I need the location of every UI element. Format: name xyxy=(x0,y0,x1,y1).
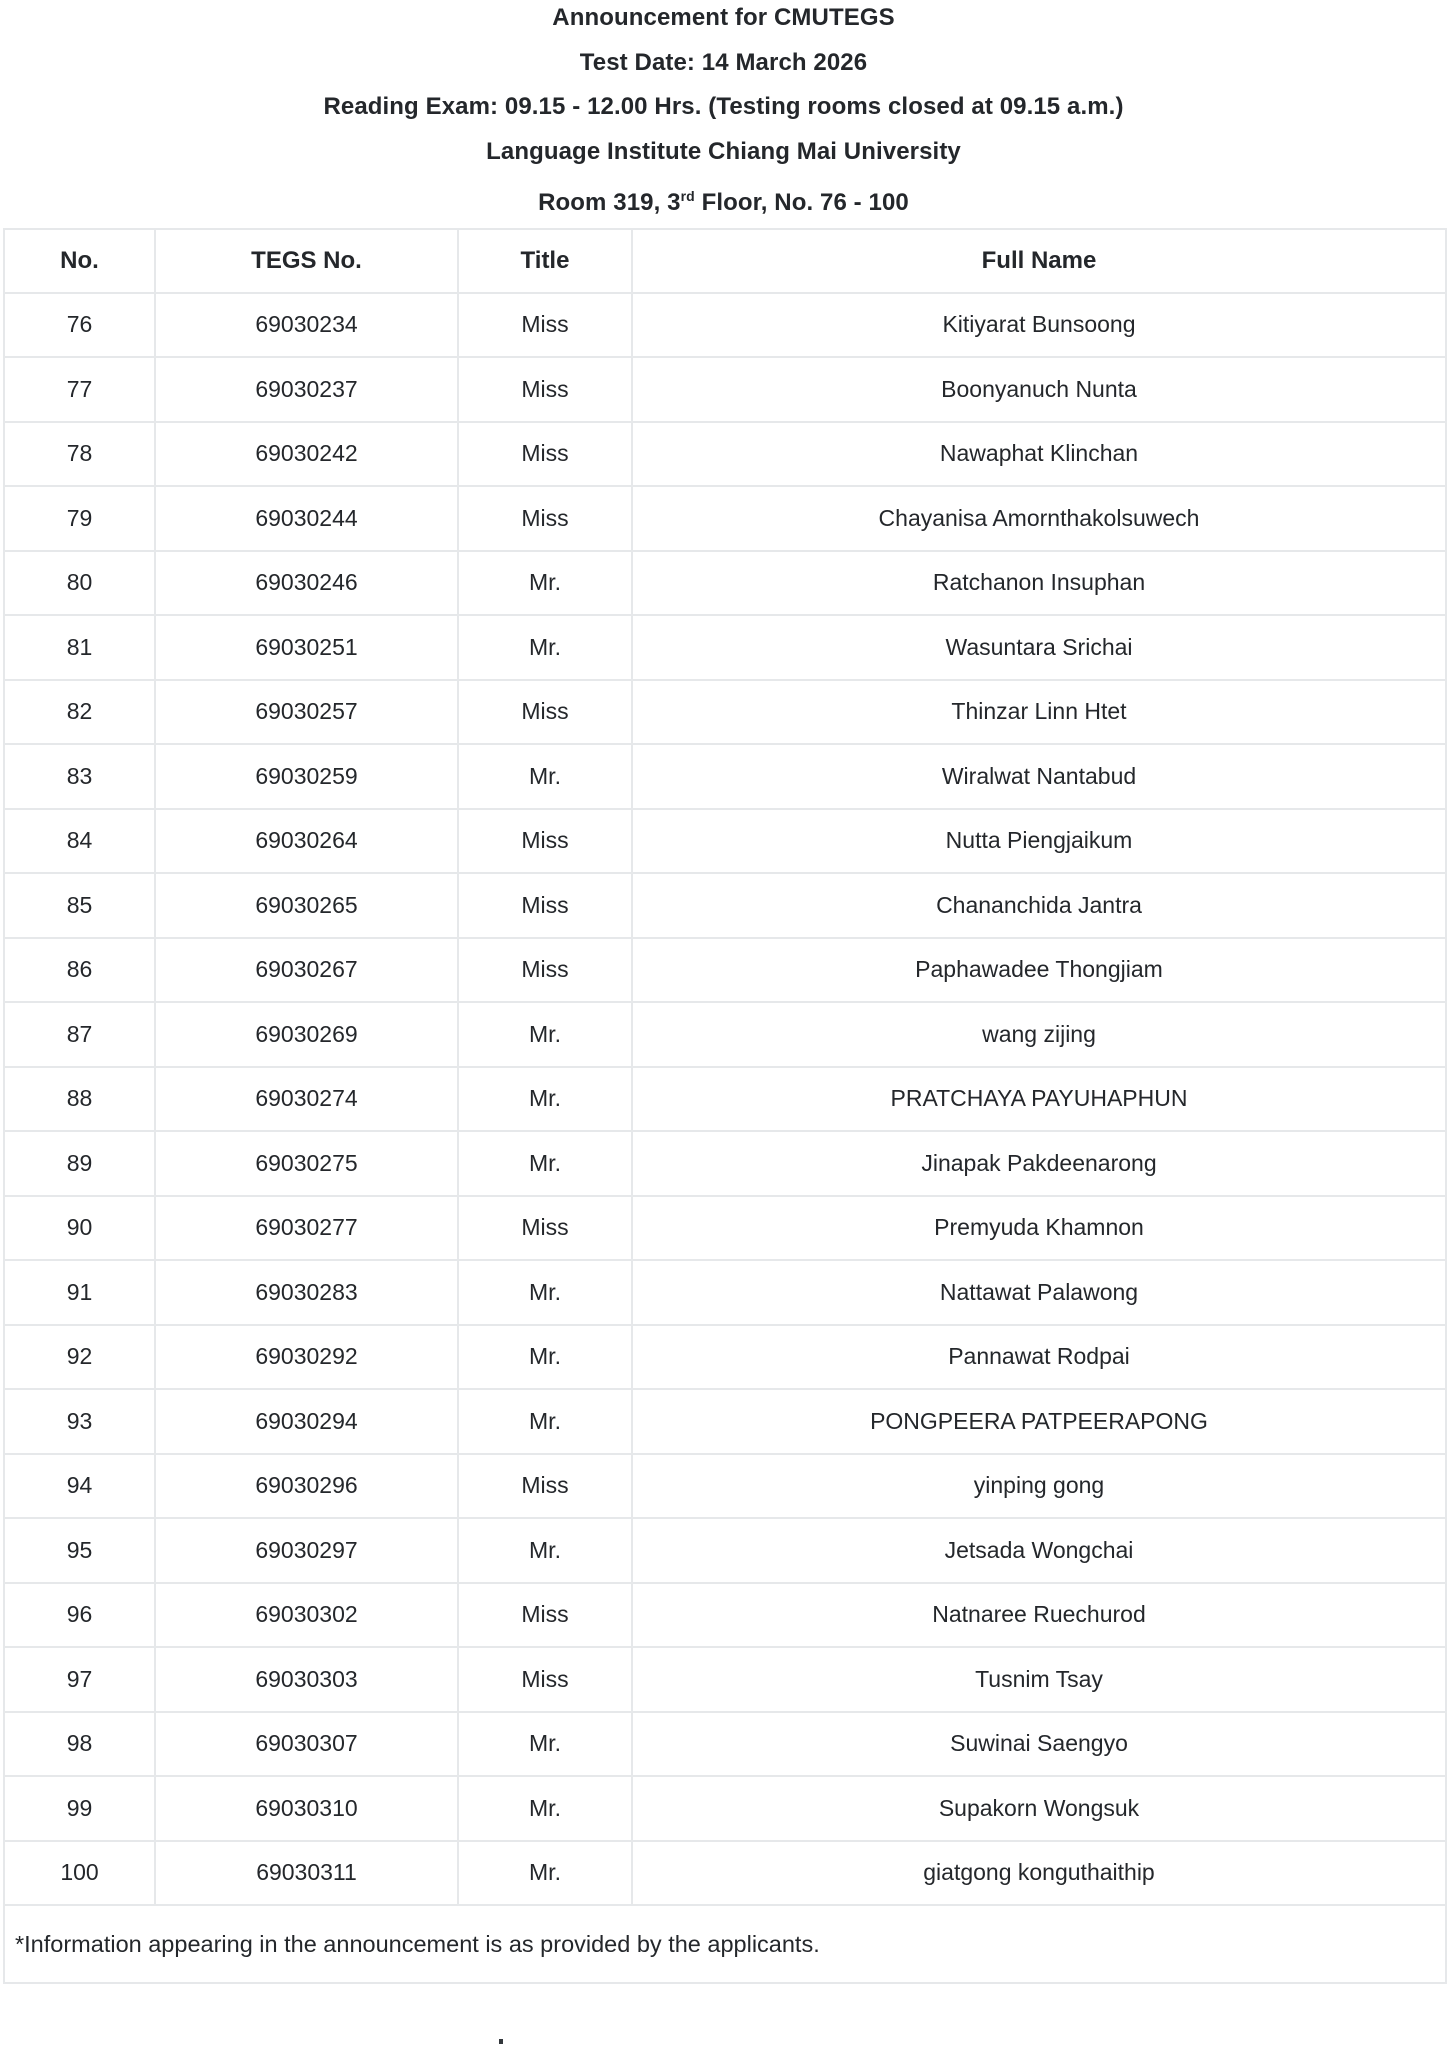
title-cell: Miss xyxy=(458,357,632,422)
title-cell: Miss xyxy=(458,1196,632,1261)
table-row xyxy=(4,1647,1446,1712)
table-row xyxy=(4,551,1446,616)
tegs-no-cell: 69030307 xyxy=(155,1712,458,1777)
no-cell: 87 xyxy=(4,1002,155,1067)
tegs-no-cell: 69030246 xyxy=(155,551,458,616)
table-row xyxy=(4,938,1446,1003)
tegs-no-cell: 69030303 xyxy=(155,1647,458,1712)
no-cell: 76 xyxy=(4,293,155,358)
no-cell: 85 xyxy=(4,873,155,938)
full-name-cell: Chayanisa Amornthakolsuwech xyxy=(632,486,1446,551)
full-name-cell: Nattawat Palawong xyxy=(632,1260,1446,1325)
table-row xyxy=(4,1389,1446,1454)
full-name-cell: Suwinai Saengyo xyxy=(632,1712,1446,1777)
full-name-cell: PRATCHAYA PAYUHAPHUN xyxy=(632,1067,1446,1132)
tegs-no-cell: 69030294 xyxy=(155,1389,458,1454)
room-line-suffix: Floor, No. 76 - 100 xyxy=(694,189,909,216)
no-cell: 90 xyxy=(4,1196,155,1261)
title-cell: Miss xyxy=(458,680,632,745)
cropped-text-remnant-bottom xyxy=(499,2039,503,2044)
tegs-no-cell: 69030277 xyxy=(155,1196,458,1261)
full-name-cell: Supakorn Wongsuk xyxy=(632,1776,1446,1841)
footnote-row xyxy=(4,1905,1446,1983)
room-line xyxy=(0,174,1447,219)
full-name-cell: Wasuntara Srichai xyxy=(632,615,1446,680)
title-cell: Miss xyxy=(458,1583,632,1648)
tegs-no-cell: 69030297 xyxy=(155,1518,458,1583)
full-name-cell: Jetsada Wongchai xyxy=(632,1518,1446,1583)
no-cell: 82 xyxy=(4,680,155,745)
full-name-cell: Tusnim Tsay xyxy=(632,1647,1446,1712)
no-cell: 93 xyxy=(4,1389,155,1454)
table-row xyxy=(4,615,1446,680)
title-cell: Mr. xyxy=(458,1841,632,1906)
no-cell: 92 xyxy=(4,1325,155,1390)
table-row xyxy=(4,1131,1446,1196)
full-name-cell: Premyuda Khamnon xyxy=(632,1196,1446,1261)
no-cell: 83 xyxy=(4,744,155,809)
full-name-cell: Natnaree Ruechurod xyxy=(632,1583,1446,1648)
full-name-cell: Wiralwat Nantabud xyxy=(632,744,1446,809)
table-row xyxy=(4,1260,1446,1325)
title-cell: Mr. xyxy=(458,1067,632,1132)
no-cell: 91 xyxy=(4,1260,155,1325)
full-name-cell: Paphawadee Thongjiam xyxy=(632,938,1446,1003)
column-header-no: No. xyxy=(4,229,155,293)
tegs-no-cell: 69030264 xyxy=(155,809,458,874)
table-row xyxy=(4,809,1446,874)
title-cell: Miss xyxy=(458,1647,632,1712)
no-cell: 80 xyxy=(4,551,155,616)
tegs-no-cell: 69030310 xyxy=(155,1776,458,1841)
no-cell: 79 xyxy=(4,486,155,551)
table-row xyxy=(4,357,1446,422)
tegs-no-cell: 69030283 xyxy=(155,1260,458,1325)
table-row xyxy=(4,1325,1446,1390)
cropped-text-remnant-top xyxy=(0,0,1447,1)
title-cell: Mr. xyxy=(458,1518,632,1583)
full-name-cell: wang zijing xyxy=(632,1002,1446,1067)
table-header-row xyxy=(4,229,1446,293)
tegs-no-cell: 69030257 xyxy=(155,680,458,745)
no-cell: 94 xyxy=(4,1454,155,1519)
title-cell: Miss xyxy=(458,873,632,938)
title-cell: Mr. xyxy=(458,1002,632,1067)
full-name-cell: Pannawat Rodpai xyxy=(632,1325,1446,1390)
column-header-title: Title xyxy=(458,229,632,293)
title-cell: Miss xyxy=(458,1454,632,1519)
table-row xyxy=(4,1712,1446,1777)
full-name-cell: Kitiyarat Bunsoong xyxy=(632,293,1446,358)
full-name-cell: Boonyanuch Nunta xyxy=(632,357,1446,422)
tegs-no-cell: 69030242 xyxy=(155,422,458,487)
full-name-cell: PONGPEERA PATPEERAPONG xyxy=(632,1389,1446,1454)
no-cell: 78 xyxy=(4,422,155,487)
title-cell: Mr. xyxy=(458,1260,632,1325)
tegs-no-cell: 69030265 xyxy=(155,873,458,938)
full-name-cell: Chananchida Jantra xyxy=(632,873,1446,938)
announcement-title: Announcement for CMUTEGS xyxy=(552,4,895,31)
table-row xyxy=(4,293,1446,358)
title-cell: Miss xyxy=(458,938,632,1003)
footnote-text: *Information appearing in the announcement is as provided by the applicants. xyxy=(4,1905,1446,1983)
no-cell: 100 xyxy=(4,1841,155,1906)
title-cell: Mr. xyxy=(458,551,632,616)
title-cell: Miss xyxy=(458,809,632,874)
tegs-no-cell: 69030296 xyxy=(155,1454,458,1519)
table-row xyxy=(4,1002,1446,1067)
announcement-header xyxy=(0,0,1447,219)
table-row xyxy=(4,1454,1446,1519)
tegs-no-cell: 69030267 xyxy=(155,938,458,1003)
full-name-cell: Nutta Piengjaikum xyxy=(632,809,1446,874)
examinee-roster-table xyxy=(3,228,1447,1985)
no-cell: 84 xyxy=(4,809,155,874)
full-name-cell: Nawaphat Klinchan xyxy=(632,422,1446,487)
tegs-no-cell: 69030234 xyxy=(155,293,458,358)
room-line-prefix: Room 319, 3 xyxy=(538,189,681,216)
full-name-cell: giatgong konguthaithip xyxy=(632,1841,1446,1906)
tegs-no-cell: 69030244 xyxy=(155,486,458,551)
table-row xyxy=(4,1841,1446,1906)
full-name-cell: Thinzar Linn Htet xyxy=(632,680,1446,745)
table-row xyxy=(4,1518,1446,1583)
table-row xyxy=(4,1196,1446,1261)
full-name-cell: yinping gong xyxy=(632,1454,1446,1519)
tegs-no-cell: 69030259 xyxy=(155,744,458,809)
tegs-no-cell: 69030292 xyxy=(155,1325,458,1390)
tegs-no-cell: 69030269 xyxy=(155,1002,458,1067)
no-cell: 99 xyxy=(4,1776,155,1841)
no-cell: 98 xyxy=(4,1712,155,1777)
table-row xyxy=(4,1583,1446,1648)
table-row xyxy=(4,422,1446,487)
title-cell: Miss xyxy=(458,486,632,551)
no-cell: 88 xyxy=(4,1067,155,1132)
tegs-no-cell: 69030237 xyxy=(155,357,458,422)
title-cell: Mr. xyxy=(458,1712,632,1777)
table-row xyxy=(4,744,1446,809)
title-cell: Mr. xyxy=(458,744,632,809)
column-header-tegs-no: TEGS No. xyxy=(155,229,458,293)
tegs-no-cell: 69030311 xyxy=(155,1841,458,1906)
title-cell: Mr. xyxy=(458,615,632,680)
table-row xyxy=(4,873,1446,938)
title-cell: Mr. xyxy=(458,1325,632,1390)
no-cell: 95 xyxy=(4,1518,155,1583)
no-cell: 86 xyxy=(4,938,155,1003)
tegs-no-cell: 69030275 xyxy=(155,1131,458,1196)
full-name-cell: Ratchanon Insuphan xyxy=(632,551,1446,616)
exam-time-line: Reading Exam: 09.15 - 12.00 Hrs. (Testing rooms closed at 09.15 a.m.) xyxy=(323,93,1124,120)
table-row xyxy=(4,1776,1446,1841)
institute-line: Language Institute Chiang Mai University xyxy=(486,137,961,165)
tegs-no-cell: 69030251 xyxy=(155,615,458,680)
no-cell: 77 xyxy=(4,357,155,422)
title-cell: Mr. xyxy=(458,1389,632,1454)
column-header-full-name: Full Name xyxy=(632,229,1446,293)
tegs-no-cell: 69030274 xyxy=(155,1067,458,1132)
test-date-line: Test Date: 14 March 2026 xyxy=(579,48,868,76)
full-name-cell: Jinapak Pakdeenarong xyxy=(632,1131,1446,1196)
table-row xyxy=(4,1067,1446,1132)
title-cell: Miss xyxy=(458,422,632,487)
table-row xyxy=(4,680,1446,745)
tegs-no-cell: 69030302 xyxy=(155,1583,458,1648)
no-cell: 96 xyxy=(4,1583,155,1648)
table-row xyxy=(4,486,1446,551)
no-cell: 81 xyxy=(4,615,155,680)
room-line-ordinal-suffix: rd xyxy=(680,188,695,204)
title-cell: Mr. xyxy=(458,1776,632,1841)
title-cell: Miss xyxy=(458,293,632,358)
no-cell: 97 xyxy=(4,1647,155,1712)
title-cell: Mr. xyxy=(458,1131,632,1196)
no-cell: 89 xyxy=(4,1131,155,1196)
